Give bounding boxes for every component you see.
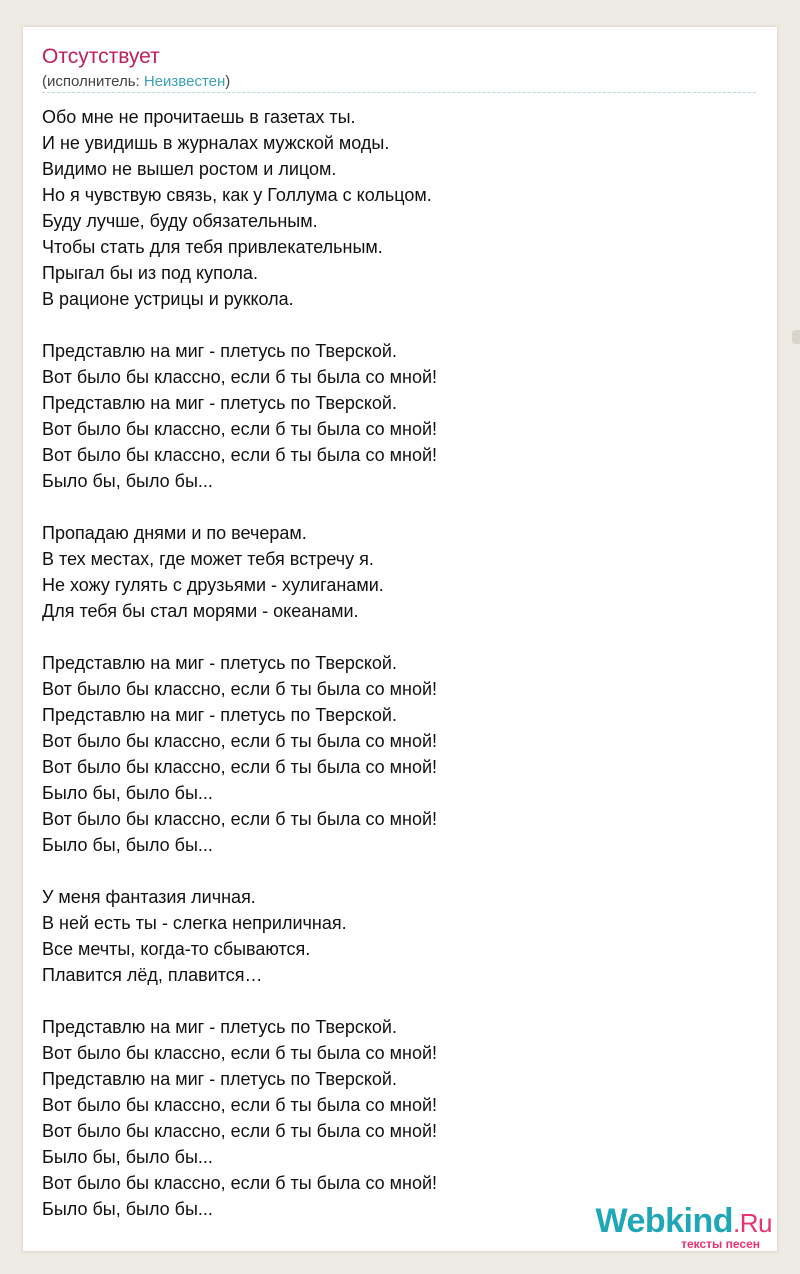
logo-ru-text: .Ru (733, 1208, 772, 1238)
artist-suffix: ) (225, 73, 231, 90)
lyrics-line: Для тебя бы стал морями - океанами. (42, 601, 359, 621)
lyrics-stanza (42, 104, 742, 312)
lyrics-line: Представлю на миг - плетусь по Тверской. (42, 341, 397, 361)
lyrics-line: Представлю на миг - плетусь по Тверской. (42, 653, 397, 673)
lyrics-line: Вот было бы классно, если б ты была со мной! (42, 809, 438, 829)
lyrics-line: Было бы, было бы... (42, 1147, 213, 1167)
lyrics-line: Вот было бы классно, если б ты была со мной! (42, 757, 438, 777)
lyrics-line: Вот было бы классно, если б ты была со мной! (42, 1173, 438, 1193)
lyrics-line: Но я чувствую связь, как у Голлума с кольцом. (42, 185, 432, 205)
lyrics-line: Вот было бы классно, если б ты была со мной! (42, 367, 438, 387)
lyrics-line: Не хожу гулять с друзьями - хулиганами. (42, 575, 384, 595)
lyrics-text (42, 104, 742, 1248)
lyrics-stanza (42, 884, 742, 988)
lyrics-line: И не увидишь в журналах мужской моды. (42, 133, 390, 153)
lyrics-line: Буду лучше, буду обязательным. (42, 211, 318, 231)
lyrics-line: Было бы, было бы... (42, 1199, 213, 1219)
lyrics-line: Было бы, было бы... (42, 783, 213, 803)
lyrics-stanza (42, 1014, 742, 1222)
lyrics-line: В тех местах, где может тебя встречу я. (42, 549, 374, 569)
logo-web-text: Webkind (595, 1202, 734, 1240)
lyrics-line: Вот было бы классно, если б ты была со мной! (42, 731, 438, 751)
lyrics-line: Пропадаю днями и по вечерам. (42, 523, 307, 543)
site-logo[interactable] (582, 1202, 772, 1250)
lyrics-line: Вот было бы классно, если б ты была со мной! (42, 1121, 438, 1141)
lyrics-line: У меня фантазия личная. (42, 887, 256, 907)
lyrics-line: Вот было бы классно, если б ты была со мной! (42, 419, 438, 439)
lyrics-line: В рационе устрицы и руккола. (42, 289, 294, 309)
lyrics-stanza (42, 338, 742, 494)
artist-prefix: (исполнитель: (42, 73, 144, 90)
logo-tagline: тексты песен (681, 1237, 760, 1251)
title-divider (42, 92, 756, 93)
scroll-edge-marker (792, 330, 800, 344)
lyrics-line: Вот было бы классно, если б ты была со мной! (42, 1043, 438, 1063)
lyrics-line: Плавится лёд, плавится… (42, 965, 263, 985)
lyrics-line: Видимо не вышел ростом и лицом. (42, 159, 337, 179)
lyrics-line: В ней есть ты - слегка неприличная. (42, 913, 347, 933)
lyrics-line: Чтобы стать для тебя привлекательным. (42, 237, 383, 257)
lyrics-line: Представлю на миг - плетусь по Тверской. (42, 705, 397, 725)
lyrics-line: Было бы, было бы... (42, 835, 213, 855)
lyrics-stanza (42, 520, 742, 624)
lyrics-line: Обо мне не прочитаешь в газетах ты. (42, 107, 356, 127)
lyrics-line: Вот было бы классно, если б ты была со мной! (42, 679, 438, 699)
lyrics-line: Представлю на миг - плетусь по Тверской. (42, 1069, 397, 1089)
lyrics-line: Представлю на миг - плетусь по Тверской. (42, 393, 397, 413)
lyrics-line: Представлю на миг - плетусь по Тверской. (42, 1017, 397, 1037)
artist-link[interactable]: Неизвестен (143, 73, 226, 90)
lyrics-line: Было бы, было бы... (42, 471, 213, 491)
lyrics-stanza (42, 650, 742, 858)
lyrics-line: Прыгал бы из под купола. (42, 263, 258, 283)
song-title: Отсутствует (42, 45, 160, 68)
lyrics-line: Все мечты, когда-то сбываются. (42, 939, 311, 959)
artist-line (42, 72, 230, 92)
lyrics-line: Вот было бы классно, если б ты была со мной! (42, 1095, 438, 1115)
logo-wordmark (595, 1202, 772, 1242)
lyrics-line: Вот было бы классно, если б ты была со мной! (42, 445, 438, 465)
